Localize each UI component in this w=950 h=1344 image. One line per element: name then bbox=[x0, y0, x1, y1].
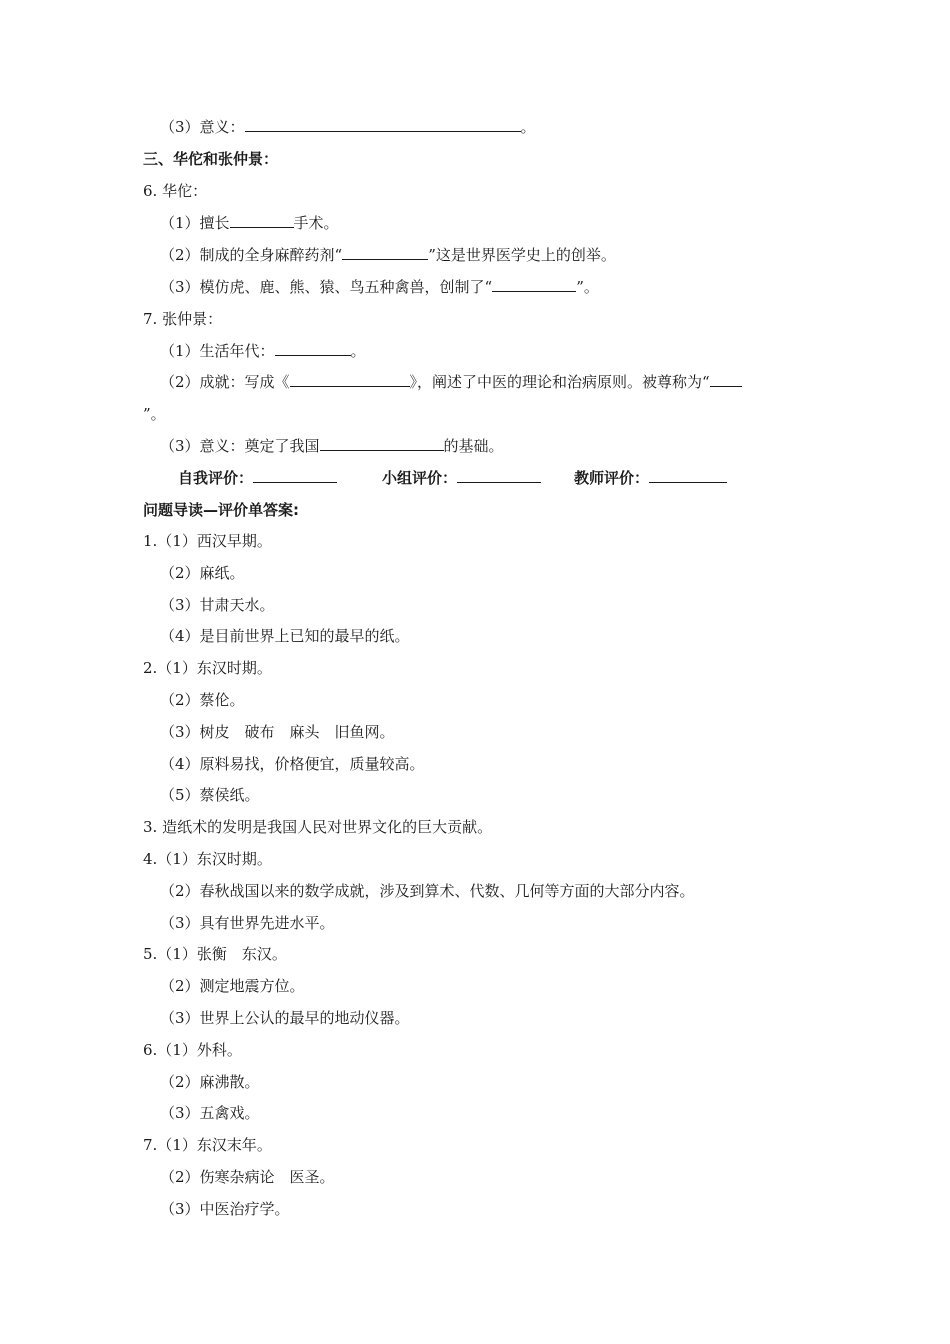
self-evaluation bbox=[178, 468, 337, 488]
answer-line: （5）蔡侯纸。 bbox=[160, 786, 260, 804]
answer-line: 3. 造纸术的发明是我国人民对世界文化的巨大贡献。 bbox=[143, 818, 493, 836]
fill-blank[interactable] bbox=[710, 372, 742, 387]
item-text: 。 bbox=[520, 118, 536, 136]
question-title: 6. 华佗： bbox=[143, 182, 208, 200]
answer-line: （2）伤寒杂病论 医圣。 bbox=[160, 1168, 335, 1186]
teacher-evaluation bbox=[574, 468, 727, 488]
answer-line: （4）是目前世界上已知的最早的纸。 bbox=[160, 627, 410, 645]
evaluation-blank[interactable] bbox=[457, 468, 541, 483]
fill-blank[interactable] bbox=[230, 213, 294, 228]
answer-line: 2.（1）东汉时期。 bbox=[143, 659, 272, 677]
evaluation-blank[interactable] bbox=[649, 468, 727, 483]
item-text: 的基础。 bbox=[443, 437, 504, 455]
answer-line: 1.（1）西汉早期。 bbox=[143, 532, 272, 550]
answer-line: （3）具有世界先进水平。 bbox=[160, 914, 335, 932]
fill-blank[interactable] bbox=[320, 436, 444, 451]
answer-line: 4.（1）东汉时期。 bbox=[143, 850, 272, 868]
item-text: 》，阐述了中医的理论和治病原则。被尊称为“ bbox=[409, 373, 710, 391]
evaluation-blank[interactable] bbox=[253, 468, 337, 483]
answer-line: （3）五禽戏。 bbox=[160, 1104, 260, 1122]
q6-item3 bbox=[160, 277, 599, 297]
fill-blank[interactable] bbox=[342, 245, 428, 260]
answer-line: （2）麻纸。 bbox=[160, 564, 245, 582]
fill-blank[interactable] bbox=[492, 277, 576, 292]
answer-line: （2）麻沸散。 bbox=[160, 1073, 260, 1091]
answer-line: （3）树皮 破布 麻头 旧鱼网。 bbox=[160, 723, 395, 741]
q6-item2 bbox=[160, 245, 616, 265]
answer-line: （4）原料易找，价格便宜，质量较高。 bbox=[160, 755, 425, 773]
item-text: （2）制成的全身麻醉药剂“ bbox=[160, 246, 343, 264]
q7-item2 bbox=[160, 372, 742, 392]
item-text: ”这是世界医学史上的创举。 bbox=[428, 246, 616, 264]
question-title: 7. 张仲景： bbox=[143, 310, 223, 328]
item-text: 手术。 bbox=[293, 214, 339, 232]
item-text: （2）成就：写成《 bbox=[160, 373, 290, 391]
item-text: 。 bbox=[350, 342, 366, 360]
answer-line: 5.（1）张衡 东汉。 bbox=[143, 945, 287, 963]
evaluation-label: 自我评价： bbox=[178, 469, 254, 487]
evaluation-label: 小组评价： bbox=[382, 469, 458, 487]
answer-line: （3）甘肃天水。 bbox=[160, 596, 275, 614]
answer-line: （3）中医治疗学。 bbox=[160, 1200, 290, 1218]
answer-line: （3）世界上公认的最早的地动仪器。 bbox=[160, 1009, 410, 1027]
group-evaluation bbox=[382, 468, 541, 488]
fill-blank[interactable] bbox=[275, 341, 351, 356]
q6-item1 bbox=[160, 213, 339, 233]
answer-line: 6.（1）外科。 bbox=[143, 1041, 242, 1059]
answer-line: （2）蔡伦。 bbox=[160, 691, 245, 709]
item-text: （1）生活年代： bbox=[160, 342, 275, 360]
fill-blank[interactable] bbox=[290, 372, 410, 387]
answer-line: （2）春秋战国以来的数学成就，涉及到算术、代数、几何等方面的大部分内容。 bbox=[160, 882, 695, 900]
q7-item1 bbox=[160, 341, 366, 361]
q7-item2-continued: ”。 bbox=[143, 405, 166, 423]
item-text: （3）模仿虎、鹿、熊、猿、鸟五种禽兽，创制了“ bbox=[160, 278, 493, 296]
item-text: （3）意义：奠定了我国 bbox=[160, 437, 320, 455]
part1-item3 bbox=[160, 117, 536, 137]
item-text: （3）意义： bbox=[160, 118, 245, 136]
section-heading: 三、华佗和张仲景： bbox=[143, 150, 279, 168]
answer-line: 7.（1）东汉末年。 bbox=[143, 1136, 272, 1154]
evaluation-label: 教师评价： bbox=[574, 469, 650, 487]
item-text: ”。 bbox=[576, 278, 599, 296]
answers-heading: 问题导读—评价单答案: bbox=[143, 501, 299, 519]
item-text: （1）擅长 bbox=[160, 214, 230, 232]
q7-item3 bbox=[160, 436, 504, 456]
fill-blank[interactable] bbox=[245, 117, 521, 132]
answer-line: （2）测定地震方位。 bbox=[160, 977, 305, 995]
